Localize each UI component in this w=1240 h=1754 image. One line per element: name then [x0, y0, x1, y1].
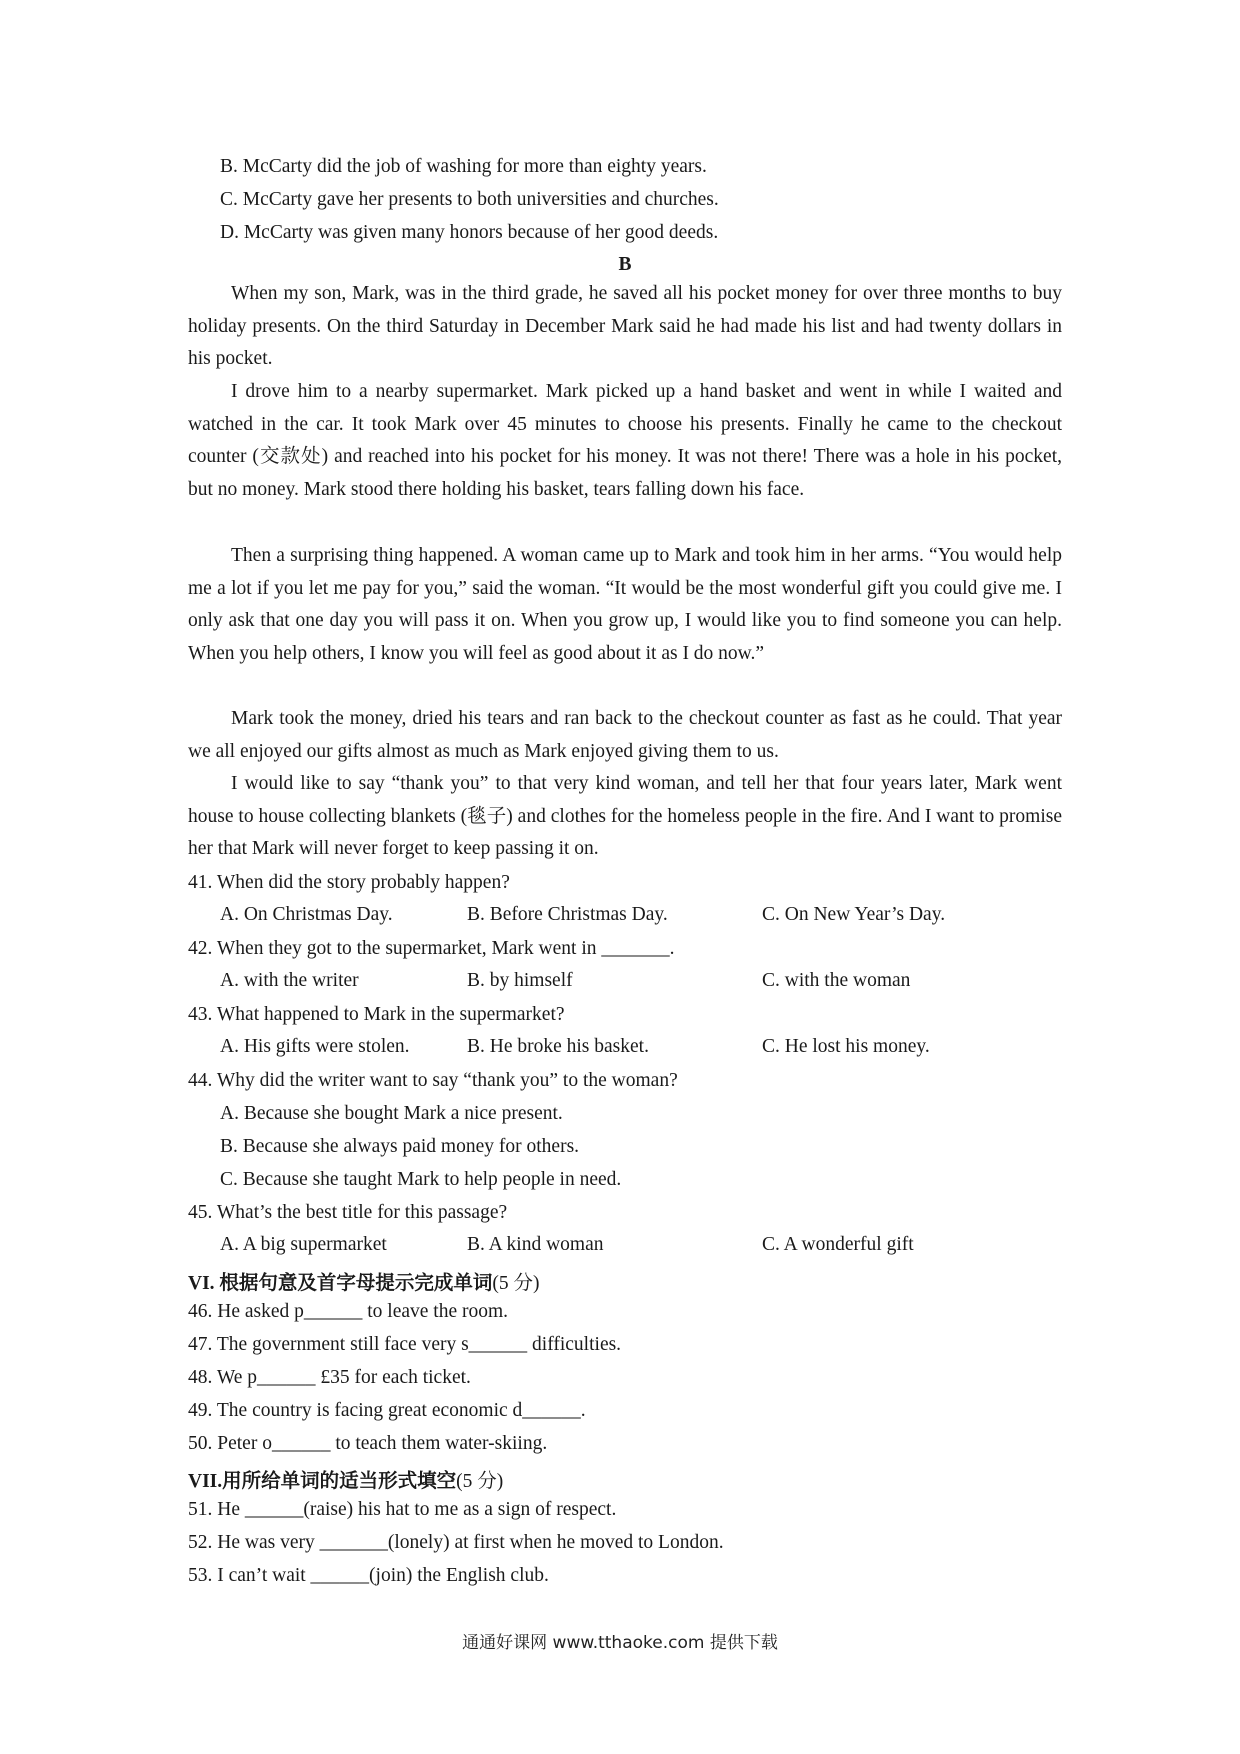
- q44-option-c: C. Because she taught Mark to help people in need.: [220, 1169, 622, 1190]
- item-46: 46. He asked p______ to leave the room.: [188, 1301, 509, 1322]
- section-6-heading: [188, 1267, 540, 1295]
- q42-option-a: A. with the writer: [220, 970, 359, 991]
- option-d-prev: D. McCarty was given many honors because of her good deeds.: [220, 222, 719, 243]
- q44-option-b: B. Because she always paid money for others.: [220, 1136, 580, 1157]
- option-c-prev: C. McCarty gave her presents to both universities and churches.: [220, 189, 719, 210]
- passage-paragraph-1: When my son, Mark, was in the third grade, he saved all his pocket money for over three months to buy holiday presents. On the third Saturday in December Mark said he had made his list and had twenty dollars in his pocket.: [188, 283, 1062, 370]
- section-7-points: (5 分): [456, 1471, 504, 1492]
- q43-option-b: B. He broke his basket.: [467, 1036, 649, 1057]
- section-7-title: VII.用所给单词的适当形式填空: [188, 1471, 457, 1492]
- section-7-heading: [188, 1465, 503, 1493]
- question-44: 44. Why did the writer want to say “thank you” to the woman?: [188, 1070, 678, 1091]
- question-43: 43. What happened to Mark in the supermarket?: [188, 1004, 565, 1025]
- question-41: 41. When did the story probably happen?: [188, 872, 510, 893]
- page-footer: 通通好课网 www.tthaoke.com 提供下载: [462, 1633, 778, 1653]
- q45-option-b: B. A kind woman: [467, 1234, 604, 1255]
- section-6-points: (5 分): [492, 1273, 540, 1294]
- option-b-prev: B. McCarty did the job of washing for more than eighty years.: [220, 156, 707, 177]
- passage-paragraph-2: I drove him to a nearby supermarket. Mark picked up a hand basket and went in while I waited and watched in the car. It took Mark over 45 minutes to choose his presents. Finally he came to the checkout counter (交款处) and reached into his pocket for his money. It was not there! There was a hole in his pocket, but no money. Mark stood there holding his basket, tears falling down his face.: [188, 381, 1062, 500]
- passage-paragraph-5: I would like to say “thank you” to that very kind woman, and tell her that four years later, Mark went house to house collecting blankets (毯子) and clothes for the homeless people in the fire. And I want to promise her that Mark will never forget to keep passing it on.: [188, 773, 1062, 860]
- item-53: 53. I can’t wait ______(join) the English club.: [188, 1565, 549, 1586]
- item-47: 47. The government still face very s______ difficulties.: [188, 1334, 622, 1355]
- q42-option-c: C. with the woman: [762, 970, 911, 991]
- section-6-title: VI. 根据句意及首字母提示完成单词: [188, 1273, 493, 1294]
- question-42: 42. When they got to the supermarket, Mark went in _______.: [188, 938, 675, 959]
- item-50: 50. Peter o______ to teach them water-skiing.: [188, 1433, 548, 1454]
- item-51: 51. He ______(raise) his hat to me as a sign of respect.: [188, 1499, 617, 1520]
- item-49: 49. The country is facing great economic d______.: [188, 1400, 586, 1421]
- q41-option-a: A. On Christmas Day.: [220, 904, 393, 925]
- passage-label: B: [618, 254, 632, 275]
- passage-paragraph-3: Then a surprising thing happened. A woman came up to Mark and took him in her arms. “You would help me a lot if you let me pay for you,” said the woman. “It would be the most wonderful gift you could give me. I only ask that one day you will pass it on. When you grow up, I would like you to find someone you can help. When you help others, I know you will feel as good about it as I do now.”: [188, 545, 1062, 664]
- item-52: 52. He was very _______(lonely) at first when he moved to London.: [188, 1532, 724, 1553]
- q43-option-c: C. He lost his money.: [762, 1036, 930, 1057]
- q41-option-c: C. On New Year’s Day.: [762, 904, 946, 925]
- q41-option-b: B. Before Christmas Day.: [467, 904, 668, 925]
- passage-paragraph-4: Mark took the money, dried his tears and ran back to the checkout counter as fast as he could. That year we all enjoyed our gifts almost as much as Mark enjoyed giving them to us.: [188, 708, 1062, 762]
- q45-option-c: C. A wonderful gift: [762, 1234, 914, 1255]
- q45-option-a: A. A big supermarket: [220, 1234, 387, 1255]
- question-45: 45. What’s the best title for this passage?: [188, 1202, 508, 1223]
- q44-option-a: A. Because she bought Mark a nice present.: [220, 1103, 563, 1124]
- q42-option-b: B. by himself: [467, 970, 573, 991]
- q43-option-a: A. His gifts were stolen.: [220, 1036, 410, 1057]
- item-48: 48. We p______ £35 for each ticket.: [188, 1367, 471, 1388]
